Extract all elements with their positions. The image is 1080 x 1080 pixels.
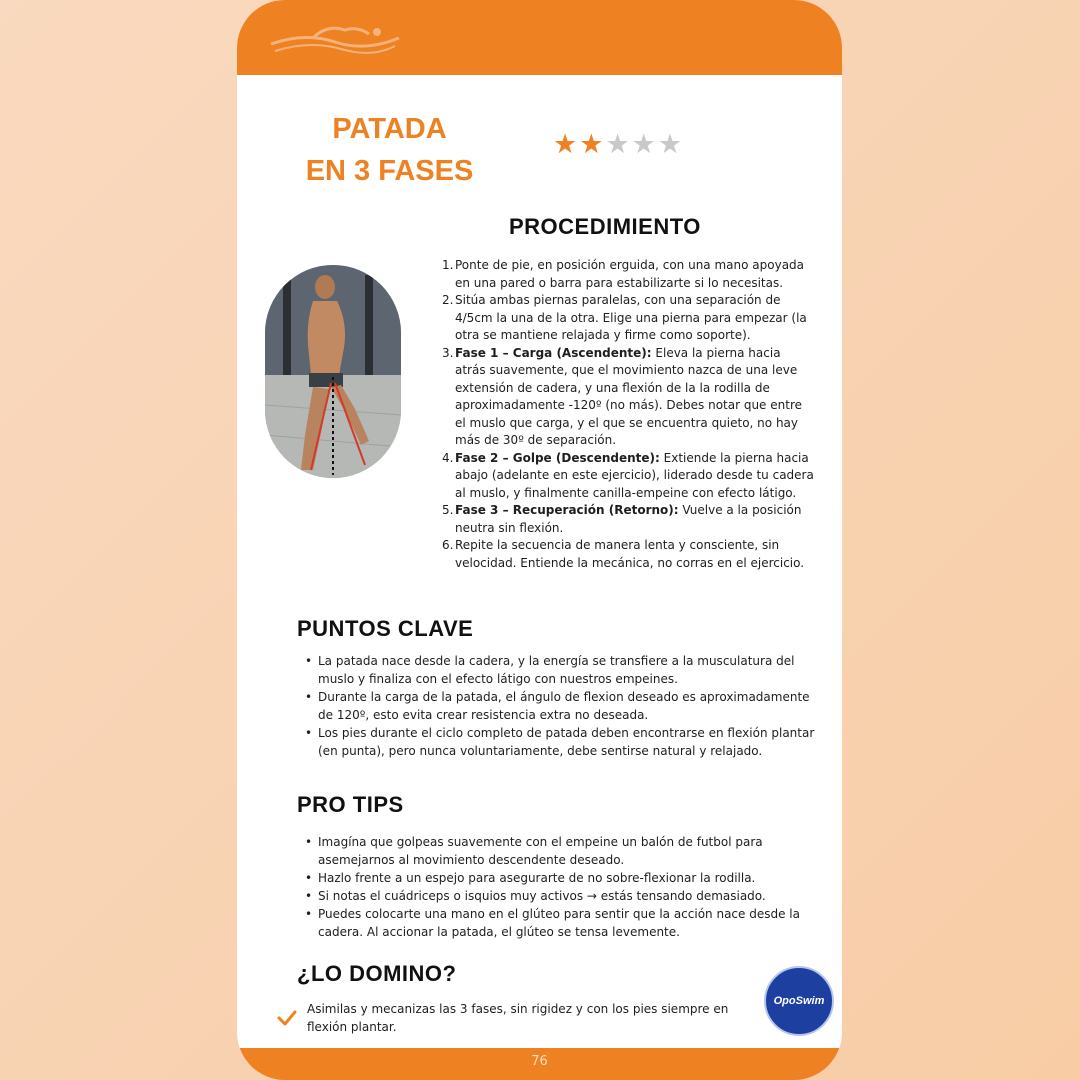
list-item: • Puedes colocarte una mano en el glúteo para sentir que la acción nace desde la cadera. Al accionar la patada, el glúteo se tensa levemente. xyxy=(305,905,815,941)
procedure-step xyxy=(442,537,814,572)
step-phase-label: Fase 3 – Recuperación (Retorno): xyxy=(455,503,679,517)
procedure-step xyxy=(442,502,814,537)
header-curve xyxy=(237,60,842,90)
mastery-check-item xyxy=(277,1000,737,1036)
step-text: Ponte de pie, en posición erguida, con una mano apoyada en una pared o barra para estabilizarte si lo necesitas. xyxy=(455,258,805,290)
brand-logo-text: OpoSwim xyxy=(773,995,825,1007)
step-number: 3. xyxy=(442,345,454,360)
page-card xyxy=(237,0,842,1080)
step-text: Extiende la pierna hacia abajo (adelante en este ejercicio), liderado desde tu cadera al muslo, y finalmente canilla-empeine con efecto látigo. xyxy=(455,450,814,500)
step-number: 2. xyxy=(442,293,454,307)
step-number: 4. xyxy=(442,450,454,465)
exercise-photo xyxy=(265,265,401,478)
swimmer-logo-icon xyxy=(265,18,405,58)
step-text: Repite la secuencia de manera lenta y consciente, sin velocidad. Entiende la mecánica, no corras en el ejercicio. xyxy=(455,538,805,570)
list-item: • Durante la carga de la patada, el ángulo de flexion deseado es aproximadamente de 120º, esto evita crear resistencia extra no deseada. xyxy=(305,688,815,724)
step-number: 1. xyxy=(442,258,454,272)
list-item: • Si notas el cuádriceps o isquios muy activos → estás tensando demasiado. xyxy=(305,887,815,905)
difficulty-rating xyxy=(553,130,682,160)
list-item: • La patada nace desde la cadera, y la energía se transfiere a la musculatura del muslo y finaliza con el efecto látigo con nuestros empeines. xyxy=(305,652,815,688)
step-text: Sitúa ambas piernas paralelas, con una separación de 4/5cm la una de la otra. Elige una pierna para empezar (la otra se mantiene relajada y firme como soporte). xyxy=(455,293,807,342)
key-points-heading: PUNTOS CLAVE xyxy=(297,616,474,641)
title-line-2: EN 3 FASES xyxy=(305,155,474,187)
key-points-list xyxy=(305,652,815,760)
star-empty-icon: ★ xyxy=(631,129,656,160)
step-phase-label: Fase 2 – Golpe (Descendente): xyxy=(455,450,660,465)
mastery-heading: ¿LO DOMINO? xyxy=(297,961,457,986)
list-item: • Hazlo frente a un espejo para asegurarte de no sobre-flexionar la rodilla. xyxy=(305,869,815,887)
page-number: 76 xyxy=(531,1054,548,1069)
step-number: 6. xyxy=(442,538,454,552)
pro-tips-heading: PRO TIPS xyxy=(297,792,404,817)
step-number: 5. xyxy=(442,503,454,517)
star-filled-icon: ★ xyxy=(553,129,578,160)
procedure-step xyxy=(442,345,814,450)
procedure-steps xyxy=(442,257,814,572)
title-line-1: PATADA xyxy=(332,113,447,145)
procedure-step xyxy=(442,450,814,503)
list-item: • Los pies durante el ciclo completo de patada deben encontrarse en flexión plantar (en punta), pero nunca voluntariamente, debe sentirse natural y relajado. xyxy=(305,724,815,760)
procedure-step xyxy=(442,292,814,345)
step-text: Vuelve a la posición neutra sin flexión. xyxy=(455,503,802,535)
star-filled-icon: ★ xyxy=(579,129,604,160)
star-empty-icon: ★ xyxy=(605,129,630,160)
procedure-step xyxy=(442,257,814,292)
procedure-heading: PROCEDIMIENTO xyxy=(509,214,701,239)
checkmark-icon xyxy=(277,1008,297,1028)
exercise-title xyxy=(287,108,492,192)
step-text: Eleva la pierna hacia atrás suavemente, que el movimiento nazca de una leve extensión de cadera, y una flexión de la la rodilla de aproximadamente -120º (no más). Debes notar que entre el muslo que carga, y el que se encuentra quieto, no hay más de 30º de separación. xyxy=(455,345,803,447)
brand-badge xyxy=(764,966,834,1036)
mastery-check-text: Asimilas y mecanizas las 3 fases, sin rigidez y con los pies siempre en flexión plantar. xyxy=(307,1002,729,1034)
list-item: • Imagína que golpeas suavemente con el empeine un balón de futbol para asemejarnos al movimiento descendente deseado. xyxy=(305,833,815,869)
step-phase-label: Fase 1 – Carga (Ascendente): xyxy=(455,345,652,360)
pro-tips-list xyxy=(305,833,815,941)
star-empty-icon: ★ xyxy=(657,129,683,160)
